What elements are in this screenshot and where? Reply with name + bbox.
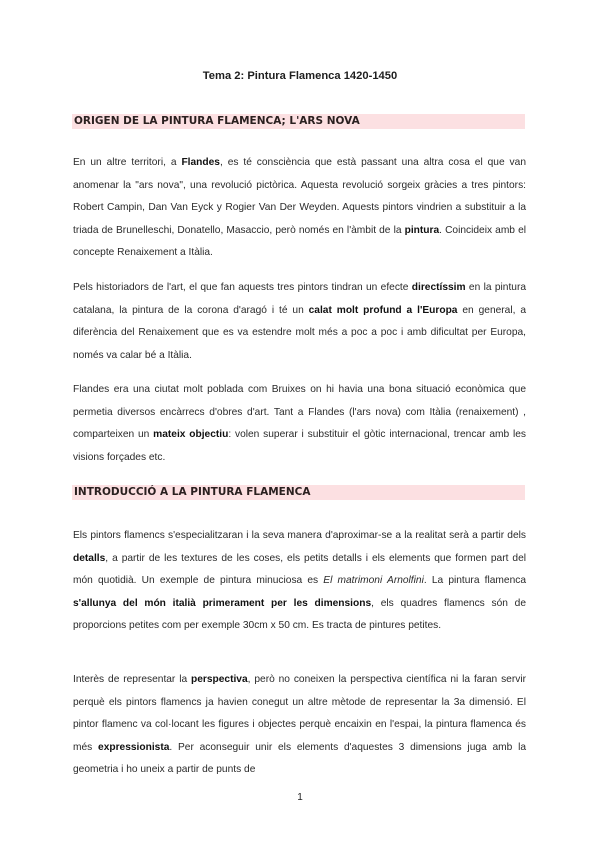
text-run: . Coincideix amb el concepte Renaixement a Itàlia. xyxy=(73,224,527,258)
bold-text: s'allunya del món italià primerament per les dimensions xyxy=(73,597,372,609)
bold-text: calat molt profund a l'Europa xyxy=(308,304,458,316)
text-run: Flandes era una ciutat molt poblada com Bruixes on hi havia una bona situació econòmica que permetia diversos encàrrecs d'obres d'art. Tant a Flandes (l'ars nova) com Itàlia (renaixement) , comparteixen un xyxy=(73,384,526,440)
text-run: , però no coneixen la perspectiva científica ni la faran servir perquè els pintors flamencs ja havien conegut un altre mètode de representar la 3a dimensió. El pintor flamenc va col·locant les figures i objectes perquè encaixin en l'espai, la pintura flamenca és més xyxy=(73,674,526,753)
text-run: . Per aconseguir unir els elements d'aquestes 3 dimensions juga amb la geometria i ho uneix a partir de punts de xyxy=(73,741,526,775)
section-heading-introduccio: INTRODUCCIÓ A LA PINTURA FLAMENCA xyxy=(72,485,525,500)
text-run: Pels historiadors de l'art, el que fan aquests tres pintors tindran un efecte xyxy=(73,282,412,293)
text-run: Els pintors flamencs s'especialitzaran i la seva manera d'aproximar-se a la realitat serà a partir dels xyxy=(73,530,526,541)
text-run: en general, a diferència del Renaixement que es va estendre molt més a poc a poc i amb dificultat per Europa, només va calar bé a Itàlia. xyxy=(73,304,526,361)
bold-text: detalls xyxy=(73,552,106,564)
paragraph xyxy=(73,669,526,782)
paragraph xyxy=(73,277,526,367)
text-run: : volen superar i substituir el gòtic internacional, trencar amb les visions forçades etc. xyxy=(73,429,526,463)
bold-text: directíssim xyxy=(411,282,466,293)
text-run: , els quadres flamencs són de proporcions petites com per exemple 30cm x 50 cm. Es tracta de pintures petites. xyxy=(73,597,526,631)
paragraph xyxy=(73,525,526,638)
text-run: En un altre territori, a xyxy=(73,157,182,168)
text-run: , es té consciència que està passant una altra cosa el que van anomenar la "ars nova", una revolució pictòrica. Aquesta revolució sorgeix gràcies a tres pintors: Robert Campin, Dan Van Eyck y Rogier Van Der Weyden. Aquests pintors vindrien a substituir a la triada de Brunelleschi, Donatello, Masaccio, però només en l'àmbit de la xyxy=(73,157,526,236)
document-title: Tema 2: Pintura Flamenca 1420-1450 xyxy=(202,70,398,82)
bold-text: pintura xyxy=(404,224,440,236)
paragraph xyxy=(73,152,526,265)
bold-text: perspectiva xyxy=(191,674,248,685)
text-run: , a partir de les textures de les coses, els petits detalls i els elements que formen part del món quotidià. Un exemple de pintura minuciosa es xyxy=(73,552,526,586)
bold-text: mateix objectiu xyxy=(153,429,229,440)
italic-text: El matrimoni Arnolfini xyxy=(323,575,424,586)
text-run: en la pintura catalana, la pintura de la corona d'aragó i té un xyxy=(73,282,527,316)
bold-text: expressionista xyxy=(98,741,170,753)
bold-text: Flandes xyxy=(181,157,220,168)
text-run: . La pintura flamenca xyxy=(423,575,526,586)
text-run: Interès de representar la xyxy=(73,674,192,685)
section-heading-origen: ORIGEN DE LA PINTURA FLAMENCA; L'ARS NOVA xyxy=(72,114,525,129)
paragraph xyxy=(73,379,526,469)
page-number: 1 xyxy=(297,792,303,803)
